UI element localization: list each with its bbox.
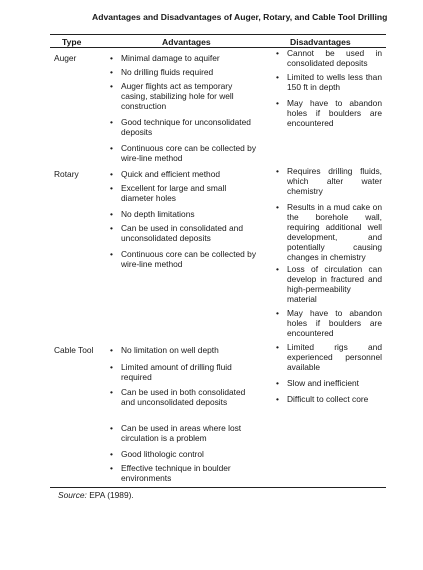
advantage-text: Continuous core can be collected by wire-line method bbox=[121, 143, 257, 163]
header-type: Type bbox=[62, 37, 82, 47]
header-advantages: Advantages bbox=[162, 37, 211, 47]
list-item: • May have to abandon holes if boulders are encountered bbox=[276, 308, 382, 338]
advantage-text: Effective technique in boulder environments bbox=[121, 463, 231, 483]
advantage-text: Excellent for large and small diameter holes bbox=[121, 183, 227, 203]
list-item: • Can be used in areas where lost circulation is a problem bbox=[110, 423, 242, 443]
list-item: • Continuous core can be collected by wire-line method bbox=[110, 143, 257, 163]
list-item: • Cannot be used in consolidated deposits bbox=[276, 48, 382, 68]
advantage-text: Continuous core can be collected by wire-line method bbox=[121, 249, 257, 269]
list-item: • Can be used in consolidated and unconsolidated deposits bbox=[110, 223, 243, 243]
advantage-text: Can be used in consolidated and unconsolidated deposits bbox=[121, 223, 243, 243]
advantage-text: Good lithologic control bbox=[121, 449, 204, 459]
list-item: • Difficult to collect core bbox=[276, 394, 369, 404]
advantage-text: Limited amount of drilling fluid required bbox=[121, 362, 232, 382]
advantage-text: Good technique for unconsolidated deposits bbox=[121, 117, 251, 137]
disadvantage-text: Limited to wells less than 150 ft in depth bbox=[287, 72, 382, 92]
list-item: • Limited amount of drilling fluid required bbox=[110, 362, 232, 382]
list-item: • Excellent for large and small diameter holes bbox=[110, 183, 227, 203]
disadvantage-text: Limited rigs and experienced personnel available bbox=[287, 342, 382, 372]
source-text: EPA (1989). bbox=[89, 490, 134, 500]
disadvantage-text: May have to abandon holes if boulders are encountered bbox=[287, 308, 382, 338]
disadvantage-text: Cannot be used in consolidated deposits bbox=[287, 48, 382, 68]
row-type-rotary: Rotary bbox=[54, 169, 79, 179]
disadvantage-text: Results in a mud cake on the borehole wall, requiring additional well development, and potentially causing changes in chemistry bbox=[287, 202, 382, 262]
advantage-text: Minimal damage to aquifer bbox=[121, 53, 220, 63]
advantage-text: No limitation on well depth bbox=[121, 345, 219, 355]
list-item: • Can be used in both consolidated and unconsolidated deposits bbox=[110, 387, 246, 407]
list-item: • May have to abandon holes if boulders are encountered bbox=[276, 98, 382, 128]
list-item: • Effective technique in boulder environments bbox=[110, 463, 231, 483]
list-item: • Good lithologic control bbox=[110, 449, 204, 459]
list-item: • Quick and efficient method bbox=[110, 169, 221, 179]
list-item: • Auger flights act as temporary casing, stabilizing hole for well construction bbox=[110, 81, 234, 111]
row-type-auger: Auger bbox=[54, 53, 77, 63]
disadvantage-text: May have to abandon holes if boulders are encountered bbox=[287, 98, 382, 128]
list-item: • Minimal damage to aquifer bbox=[110, 53, 220, 63]
list-item: • Loss of circulation can develop in fractured and high-permeability material bbox=[276, 264, 382, 304]
row-type-cable-tool: Cable Tool bbox=[54, 345, 94, 355]
advantage-text: No drilling fluids required bbox=[121, 67, 214, 77]
list-item: • Limited rigs and experienced personnel available bbox=[276, 342, 382, 372]
advantage-text: Auger flights act as temporary casing, stabilizing hole for well construction bbox=[121, 81, 234, 111]
source-note bbox=[58, 490, 134, 500]
advantage-text: Quick and efficient method bbox=[121, 169, 221, 179]
disadvantage-text: Requires drilling fluids, which alter water chemistry bbox=[287, 166, 382, 196]
list-item: • No depth limitations bbox=[110, 209, 195, 219]
advantage-text: Can be used in areas where lost circulation is a problem bbox=[121, 423, 242, 443]
table-title: Advantages and Disadvantages of Auger, Rotary, and Cable Tool Drilling bbox=[92, 12, 388, 22]
source-label: Source: bbox=[58, 490, 87, 500]
disadvantage-text: Loss of circulation can develop in fractured and high-permeability material bbox=[287, 264, 382, 304]
list-item: • No limitation on well depth bbox=[110, 345, 219, 355]
header-disadvantages: Disadvantages bbox=[290, 37, 351, 47]
disadvantage-text: Slow and inefficient bbox=[287, 378, 360, 388]
table-bottom-rule bbox=[50, 487, 386, 488]
advantage-text: Can be used in both consolidated and unconsolidated deposits bbox=[121, 387, 246, 407]
list-item: • Results in a mud cake on the borehole wall, requiring additional well development, and potentially causing changes in chemistry bbox=[276, 202, 382, 262]
list-item: • Requires drilling fluids, which alter water chemistry bbox=[276, 166, 382, 196]
table-top-rule bbox=[50, 34, 386, 35]
list-item: • Continuous core can be collected by wire-line method bbox=[110, 249, 257, 269]
disadvantage-text: Difficult to collect core bbox=[287, 394, 369, 404]
list-item: • Slow and inefficient bbox=[276, 378, 360, 388]
list-item: • Good technique for unconsolidated deposits bbox=[110, 117, 251, 137]
list-item: • No drilling fluids required bbox=[110, 67, 214, 77]
list-item: • Limited to wells less than 150 ft in depth bbox=[276, 72, 382, 92]
advantage-text: No depth limitations bbox=[121, 209, 195, 219]
